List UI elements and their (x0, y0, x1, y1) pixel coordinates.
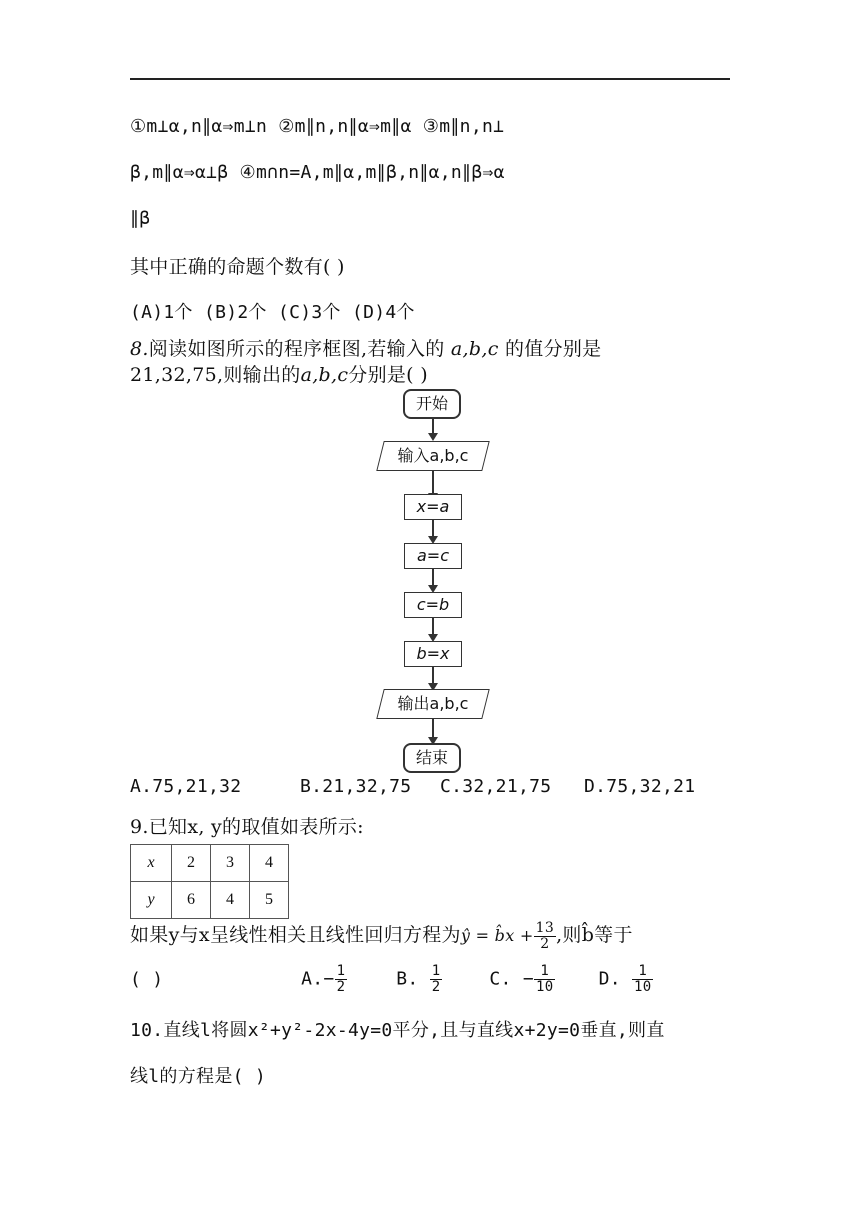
option-label: B. (396, 968, 419, 990)
premises-line-3: ∥β (130, 208, 151, 229)
q8-option-d: D.75,32,21 (584, 776, 696, 797)
option-sign: − (522, 968, 534, 990)
q9-option-b (396, 964, 478, 995)
option-fraction (335, 964, 348, 995)
flow-arrow (432, 667, 434, 689)
q9-stem-2 (130, 920, 633, 952)
table-cell: 6 (172, 882, 211, 919)
q8-stem-line-1 (130, 334, 602, 361)
q9-equation-lhs: ŷ = b̂x + (460, 926, 534, 945)
fraction-numerator: 1 (431, 963, 441, 979)
q9-equation-fraction (534, 921, 556, 952)
flow-arrow (432, 618, 434, 640)
flow-output-label: 输出a,b,c (397, 694, 469, 713)
q7-stem: 其中正确的命题个数有( ) (130, 256, 345, 278)
q9-option-d (599, 964, 654, 995)
q8-stem-part-2b: 分别是( ) (348, 364, 428, 386)
fraction-denominator: 10 (535, 979, 554, 995)
fraction-numerator: 1 (336, 963, 346, 979)
option-fraction (430, 964, 443, 995)
table-cell: x (131, 845, 172, 882)
flow-start: 开始 (403, 389, 461, 419)
table-cell: 5 (250, 882, 289, 919)
q9-paren: ( ) (130, 968, 164, 990)
q9-stem-2a: 如果y与x呈线性相关且线性回归方程为 (130, 924, 461, 946)
flow-arrow (432, 719, 434, 743)
option-label: D. (598, 968, 621, 990)
q8-option-c: C.32,21,75 (440, 776, 552, 797)
q8-number: 8. (130, 338, 149, 360)
premises-line-1: ①m⊥α,n∥α⇒m⊥n ②m∥n,n∥α⇒m∥α ③m∥n,n⊥ (130, 116, 505, 137)
table-cell: 3 (211, 845, 250, 882)
option-label: C. (489, 968, 512, 990)
q8-vars: a,b,c (450, 338, 499, 360)
q8-vars-2: a,b,c (300, 364, 349, 386)
table-cell: 4 (211, 882, 250, 919)
q8-options (130, 776, 695, 797)
q10-line-1: 10.直线l将圆x²+y²-2x-4y=0平分,且与直线x+2y=0垂直,则直 (130, 1020, 665, 1041)
q9-stem: 9.已知x, y的取值如表所示: (130, 816, 364, 838)
fraction-denominator: 10 (633, 979, 652, 995)
q8-stem-part-2a: 21,32,75,则输出的 (130, 364, 301, 386)
q9-stem-2b: ,则b̂等于 (556, 924, 633, 946)
top-rule (130, 78, 730, 80)
q8-option-a: A.75,21,32 (130, 776, 242, 797)
q8-stem-part-1: 阅读如图所示的程序框图,若输入的 (148, 338, 445, 360)
table-cell: 4 (250, 845, 289, 882)
premises-line-2: β,m∥α⇒α⊥β ④m∩n=A,m∥α,m∥β,n∥α,n∥β⇒α (130, 162, 505, 183)
option-fraction (534, 964, 555, 995)
q8-stem-part-1b: 的值分别是 (504, 338, 602, 360)
q9-option-c (489, 964, 587, 995)
flow-step-1: x=a (404, 494, 462, 520)
flow-input (380, 441, 486, 471)
fraction-denominator: 2 (336, 979, 346, 995)
option-fraction (632, 964, 653, 995)
table-row (131, 845, 289, 882)
flow-output (380, 689, 486, 719)
option-label: A. (301, 968, 324, 990)
option-sign: − (323, 968, 335, 990)
flow-input-label: 输入a,b,c (397, 446, 469, 465)
q9-options-line (130, 964, 653, 995)
table-row (131, 882, 289, 919)
flow-end: 结束 (403, 743, 461, 773)
flow-arrow (432, 520, 434, 542)
q8-stem-line-2 (130, 360, 428, 387)
q7-options: (A)1个 (B)2个 (C)3个 (D)4个 (130, 302, 415, 323)
q10-line-2: 线l的方程是( ) (130, 1066, 267, 1087)
fraction-numerator: 13 (535, 919, 555, 936)
fraction-numerator: 1 (632, 964, 653, 980)
flow-step-4: b=x (404, 641, 462, 667)
q9-option-a (301, 964, 385, 995)
flow-step-3: c=b (404, 592, 462, 618)
flow-arrow (432, 569, 434, 591)
fraction-denominator: 2 (540, 935, 550, 952)
table-cell: y (131, 882, 172, 919)
table-cell: 2 (172, 845, 211, 882)
fraction-numerator: 1 (534, 964, 555, 980)
flow-step-2: a=c (404, 543, 462, 569)
flow-arrow (432, 419, 434, 439)
q8-option-b: B.21,32,75 (300, 776, 412, 797)
xy-table (130, 844, 289, 919)
fraction-denominator: 2 (431, 979, 441, 995)
